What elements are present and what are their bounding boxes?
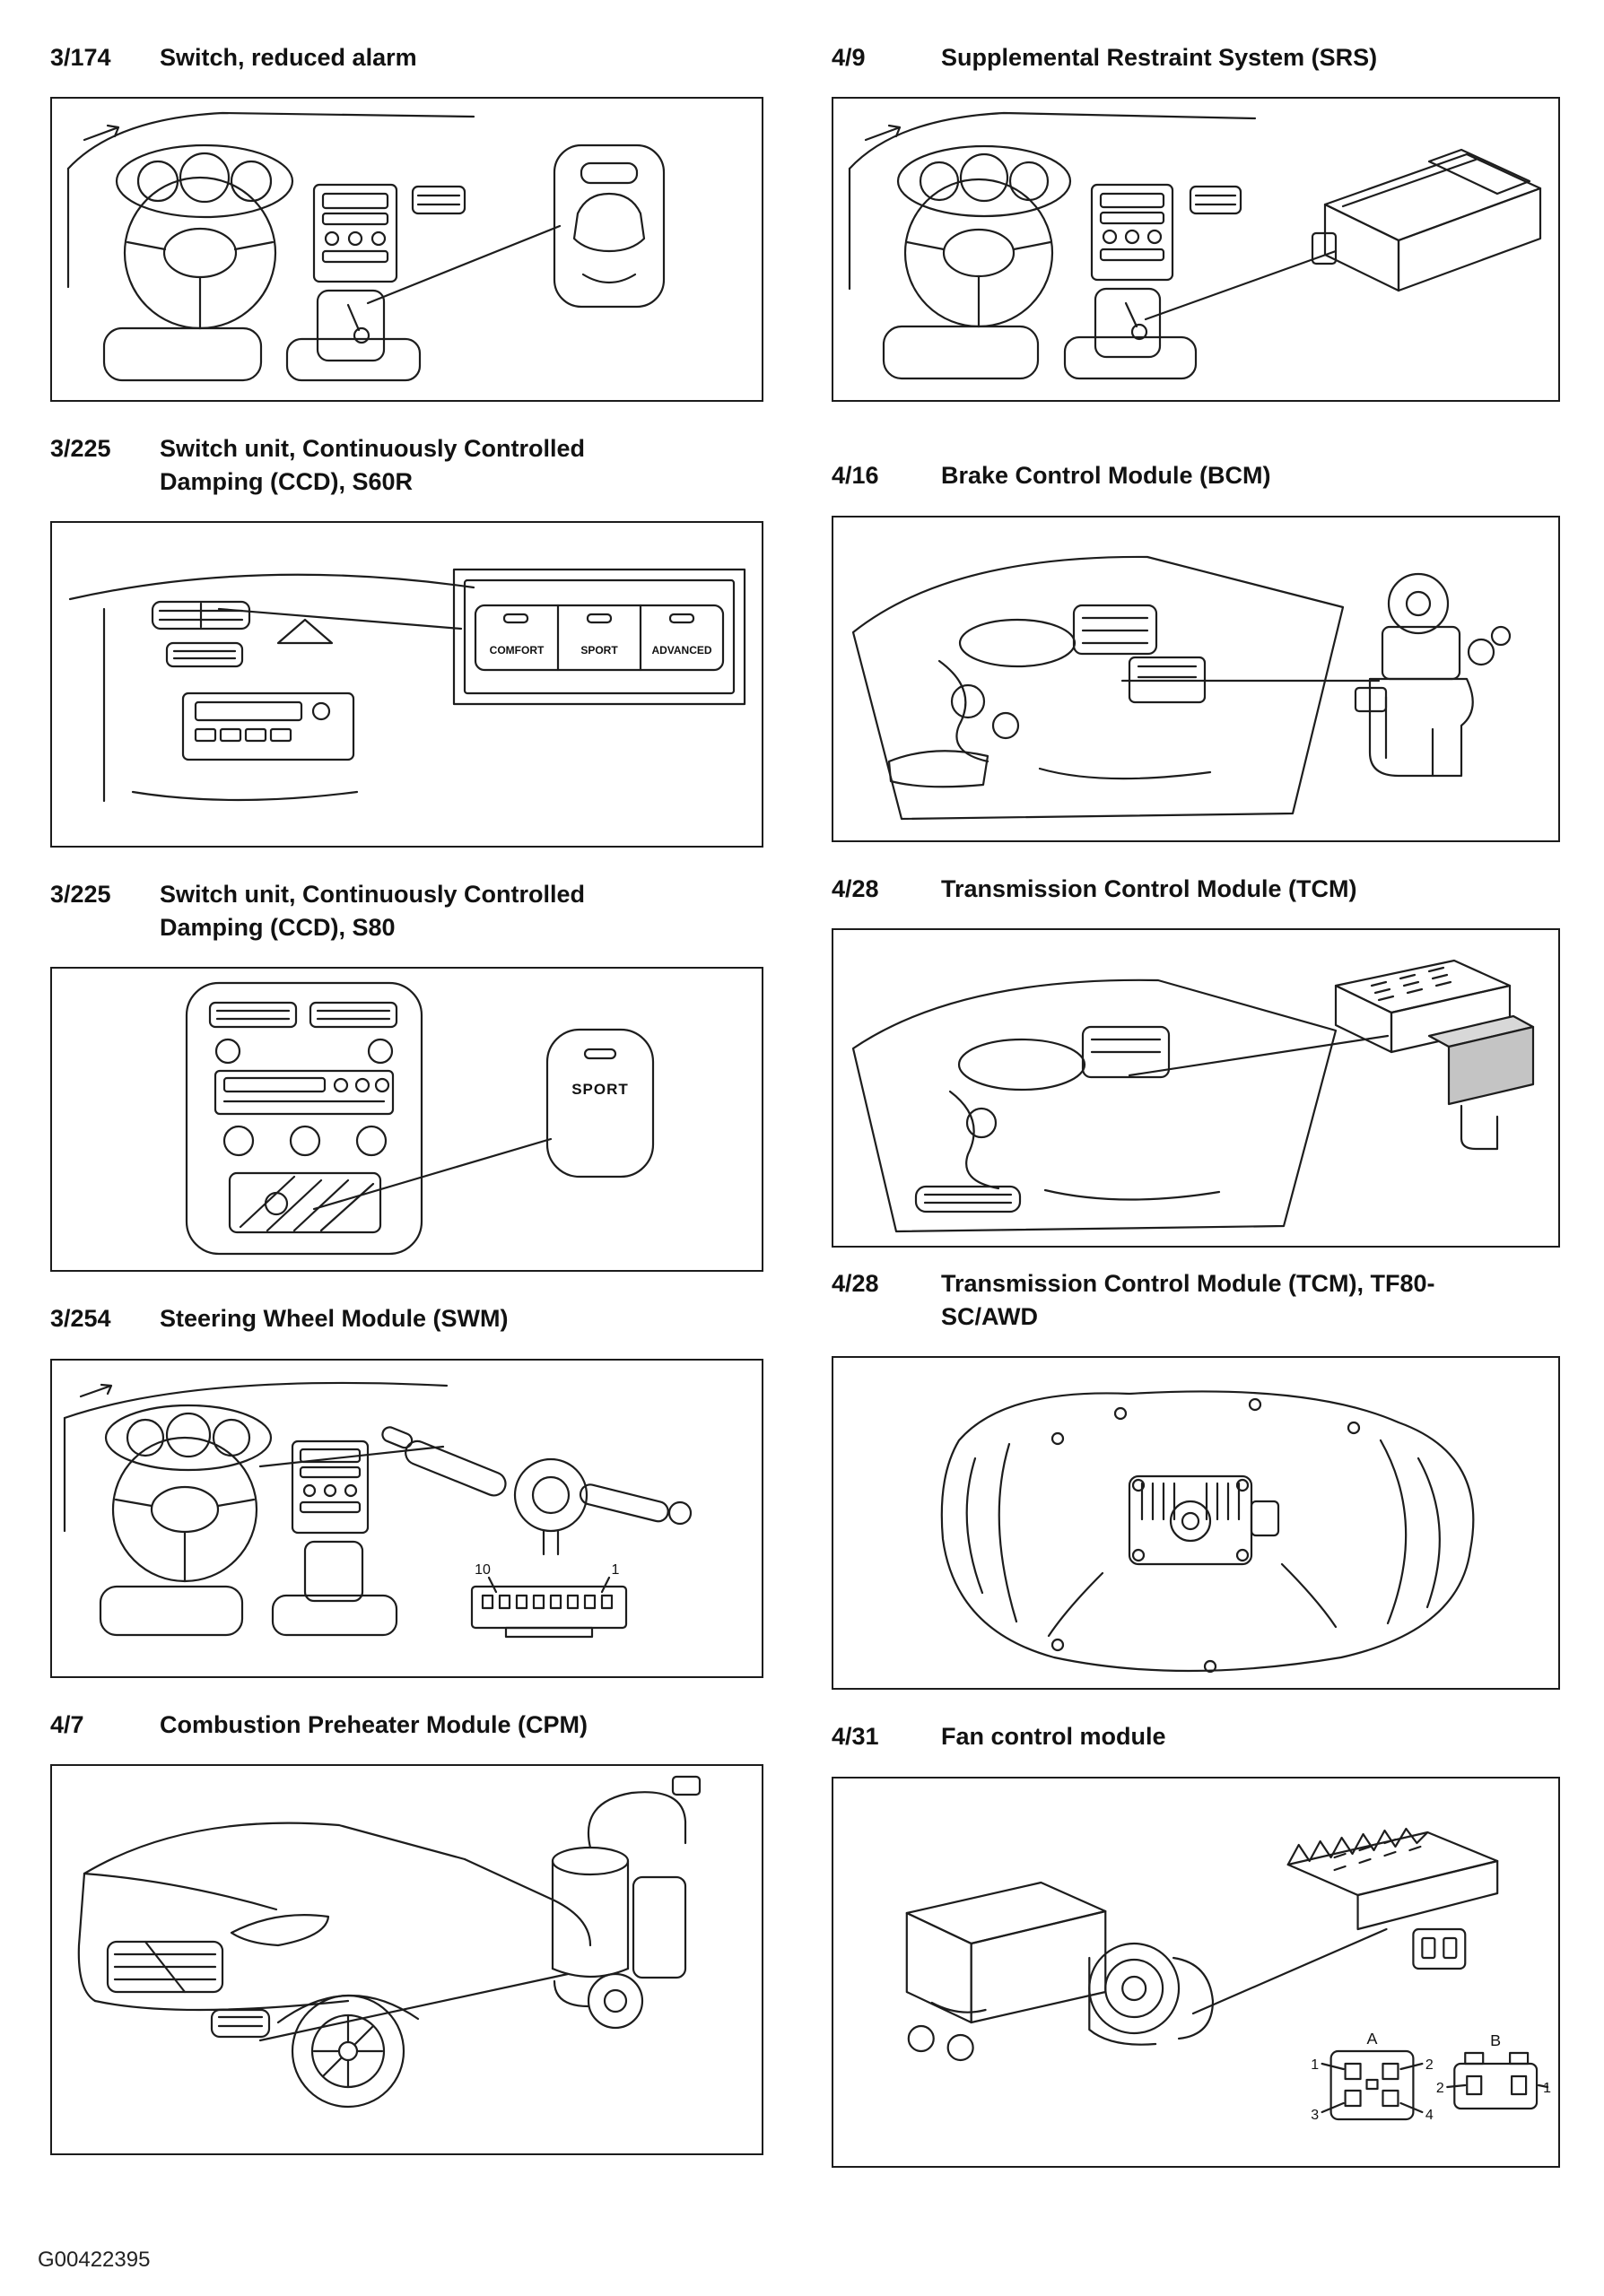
connector-b-pin2-label: 2 — [1435, 2080, 1444, 2096]
engine-bay-tcm-illustration — [833, 930, 1558, 1246]
right-column — [832, 36, 1560, 2168]
figure-srs — [832, 36, 1560, 402]
figure-heading — [832, 1720, 1560, 1752]
figure-heading — [50, 1709, 763, 1741]
figure-illustration-box — [50, 967, 763, 1272]
figure-switch-reduced-alarm — [50, 36, 763, 402]
figure-ref: 4/7 — [50, 1710, 84, 1738]
figure-tcm — [832, 842, 1560, 1248]
steering-column-stalk-illustration — [52, 1361, 762, 1676]
figure-title: Combustion Preheater Module (CPM) — [160, 1710, 588, 1738]
figure-title: Switch, reduced alarm — [160, 44, 417, 71]
figure-id-code: G00422395 — [38, 2248, 151, 2272]
figure-combustion-preheater-module — [50, 1678, 763, 2155]
ccd-button-advanced-label: ADVANCED — [651, 644, 712, 657]
figure-illustration-box — [832, 516, 1560, 842]
sport-button-label: SPORT — [571, 1081, 629, 1099]
figure-heading — [50, 41, 763, 74]
hvac-fan-module-illustration — [833, 1779, 1558, 2166]
figure-title: Switch unit, Continuously Controlled Damping (CCD), S60R — [160, 435, 585, 495]
connector-a-pin3-label: 3 — [1311, 2107, 1320, 2123]
figure-title: Steering Wheel Module (SWM) — [160, 1305, 509, 1333]
dashboard-srs-module-illustration — [833, 99, 1558, 400]
ccd-switch-panel-illustration — [52, 523, 762, 846]
figure-ref: 4/9 — [832, 44, 866, 71]
figure-title: Transmission Control Module (TCM) — [941, 874, 1357, 902]
figure-ccd-s60r — [50, 402, 763, 848]
center-console-sport-button-illustration — [52, 969, 762, 1270]
figure-illustration-box — [50, 521, 763, 848]
figure-illustration-box — [50, 1764, 763, 2155]
connector-a-pin1-label: 1 — [1311, 2057, 1320, 2073]
figure-heading — [50, 1302, 763, 1335]
figure-illustration-box — [832, 928, 1560, 1248]
connector-a-pin4-label: 4 — [1425, 2107, 1434, 2123]
figure-heading — [50, 432, 763, 498]
two-column-layout — [50, 36, 1565, 2168]
figure-title: Switch unit, Continuously Controlled Damping (CCD), S80 — [160, 881, 585, 941]
dashboard-overhead-switch-illustration — [52, 99, 762, 400]
connector-pin10-label: 10 — [475, 1561, 491, 1578]
figure-title: Supplemental Restraint System (SRS) — [941, 44, 1378, 71]
figure-steering-wheel-module — [50, 1272, 763, 1677]
figure-heading — [832, 459, 1560, 491]
transmission-tcm-illustration — [833, 1358, 1558, 1688]
figure-ref: 3/174 — [50, 44, 111, 71]
figure-ref: 3/225 — [50, 881, 111, 909]
figure-ref: 3/225 — [50, 435, 111, 463]
figure-ref: 4/16 — [832, 462, 879, 490]
figure-title: Transmission Control Module (TCM), TF80-SC/AWD — [941, 1270, 1435, 1330]
engine-bay-bcm-illustration — [833, 517, 1558, 840]
figure-ref: 3/254 — [50, 1305, 111, 1333]
figure-title: Fan control module — [941, 1723, 1166, 1751]
figure-ref: 4/31 — [832, 1723, 879, 1751]
left-column — [50, 36, 763, 2168]
figure-illustration-box — [832, 1356, 1560, 1690]
figure-ccd-s80 — [50, 848, 763, 1272]
figure-illustration-box — [50, 97, 763, 402]
connector-b-pin1-label: 1 — [1543, 2080, 1552, 2096]
figure-fan-control-module — [832, 1690, 1560, 2167]
figure-heading — [832, 1267, 1560, 1333]
figure-ref: 4/28 — [832, 874, 879, 902]
connector-a-label: A — [1366, 2029, 1378, 2048]
ccd-button-sport-label: SPORT — [580, 644, 618, 657]
figure-heading — [832, 873, 1560, 905]
car-front-preheater-illustration — [52, 1766, 762, 2153]
ccd-button-comfort-label: COMFORT — [489, 644, 545, 657]
figure-brake-control-module — [832, 402, 1560, 841]
connector-pin1-label: 1 — [611, 1561, 620, 1578]
connector-b-label: B — [1490, 2031, 1502, 2049]
figure-illustration-box — [50, 1359, 763, 1678]
figure-heading — [832, 41, 1560, 74]
figure-heading — [50, 878, 763, 944]
figure-tcm-tf80 — [832, 1248, 1560, 1690]
figure-title: Brake Control Module (BCM) — [941, 462, 1271, 490]
figure-illustration-box — [832, 97, 1560, 402]
figure-illustration-box — [832, 1777, 1560, 2168]
figure-ref: 4/28 — [832, 1270, 879, 1298]
connector-a-pin2-label: 2 — [1425, 2057, 1434, 2073]
